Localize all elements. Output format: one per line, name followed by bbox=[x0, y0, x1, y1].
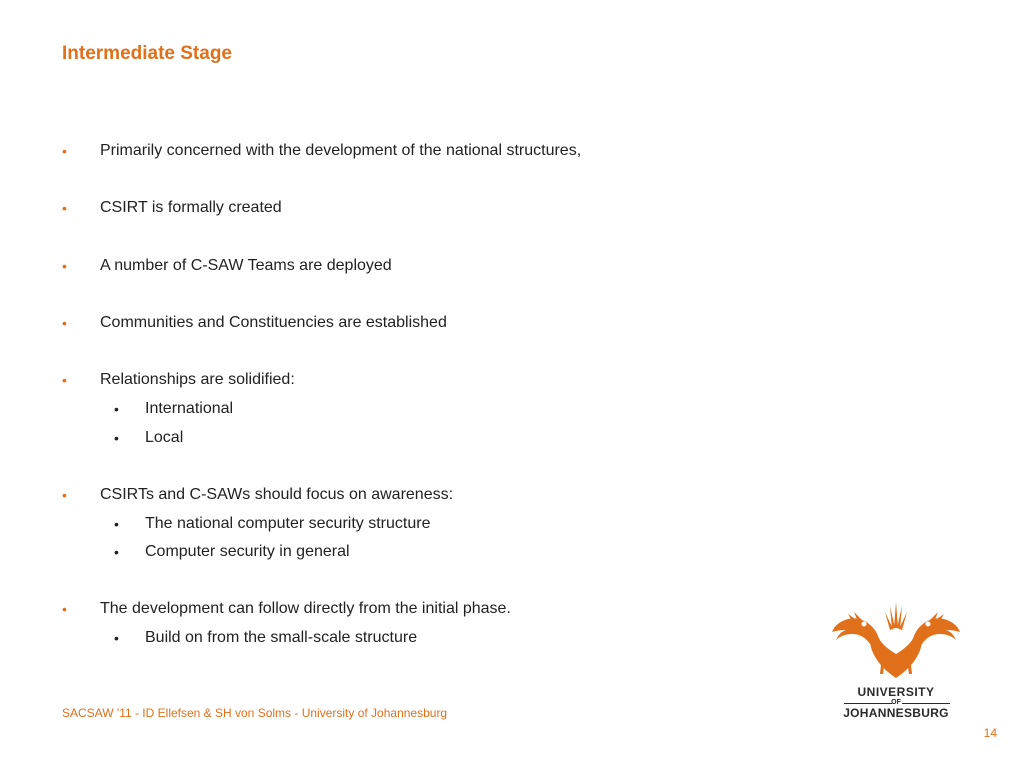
bullet-dot: • bbox=[62, 372, 67, 388]
bullet-dot: • bbox=[62, 315, 67, 331]
bullet-text: Relationships are solidified: bbox=[100, 371, 295, 388]
sub-bullet-text: International bbox=[145, 400, 234, 417]
slide-title: Intermediate Stage bbox=[62, 43, 232, 64]
sub-bullet-dot: • bbox=[114, 544, 119, 560]
page-number: 14 bbox=[983, 726, 997, 740]
bullet-text: A number of C-SAW Teams are deployed bbox=[100, 257, 392, 274]
logo-text-johannesburg: JOHANNESBURG bbox=[843, 706, 949, 720]
bullet-dot: • bbox=[62, 487, 67, 503]
bullet-text: Primarily concerned with the development of the national structures, bbox=[100, 142, 582, 159]
footer-text: SACSAW '11 - ID Ellefsen & SH von Solms - University of Johannesburg bbox=[62, 706, 448, 720]
bullet-text: The development can follow directly from the initial phase. bbox=[100, 600, 511, 617]
bullet-dot: • bbox=[62, 258, 67, 274]
bullet-text: Communities and Constituencies are established bbox=[100, 314, 447, 331]
bullet-dot: • bbox=[62, 601, 67, 617]
bullet-text: CSIRT is formally created bbox=[100, 199, 282, 216]
sub-bullet-text: The national computer security structure bbox=[145, 515, 431, 532]
logo-text-university: UNIVERSITY bbox=[857, 685, 935, 699]
bullet-text: CSIRTs and C-SAWs should focus on awareness: bbox=[100, 486, 454, 503]
bullet-dot: • bbox=[62, 200, 67, 216]
bullet-dot: • bbox=[62, 143, 67, 159]
sub-bullet-text: Computer security in general bbox=[145, 543, 350, 560]
logo-text-of: OF bbox=[891, 699, 901, 706]
sub-bullet-text: Local bbox=[145, 429, 184, 446]
sub-bullet-dot: • bbox=[114, 401, 119, 417]
logo-divider bbox=[902, 703, 950, 704]
sub-bullet-dot: • bbox=[114, 430, 119, 446]
university-crest-icon bbox=[826, 598, 966, 684]
university-logo bbox=[826, 598, 966, 722]
sub-bullet-dot: • bbox=[114, 516, 119, 532]
sub-bullet-dot: • bbox=[114, 630, 119, 646]
sub-bullet-text: Build on from the small-scale structure bbox=[145, 629, 418, 646]
